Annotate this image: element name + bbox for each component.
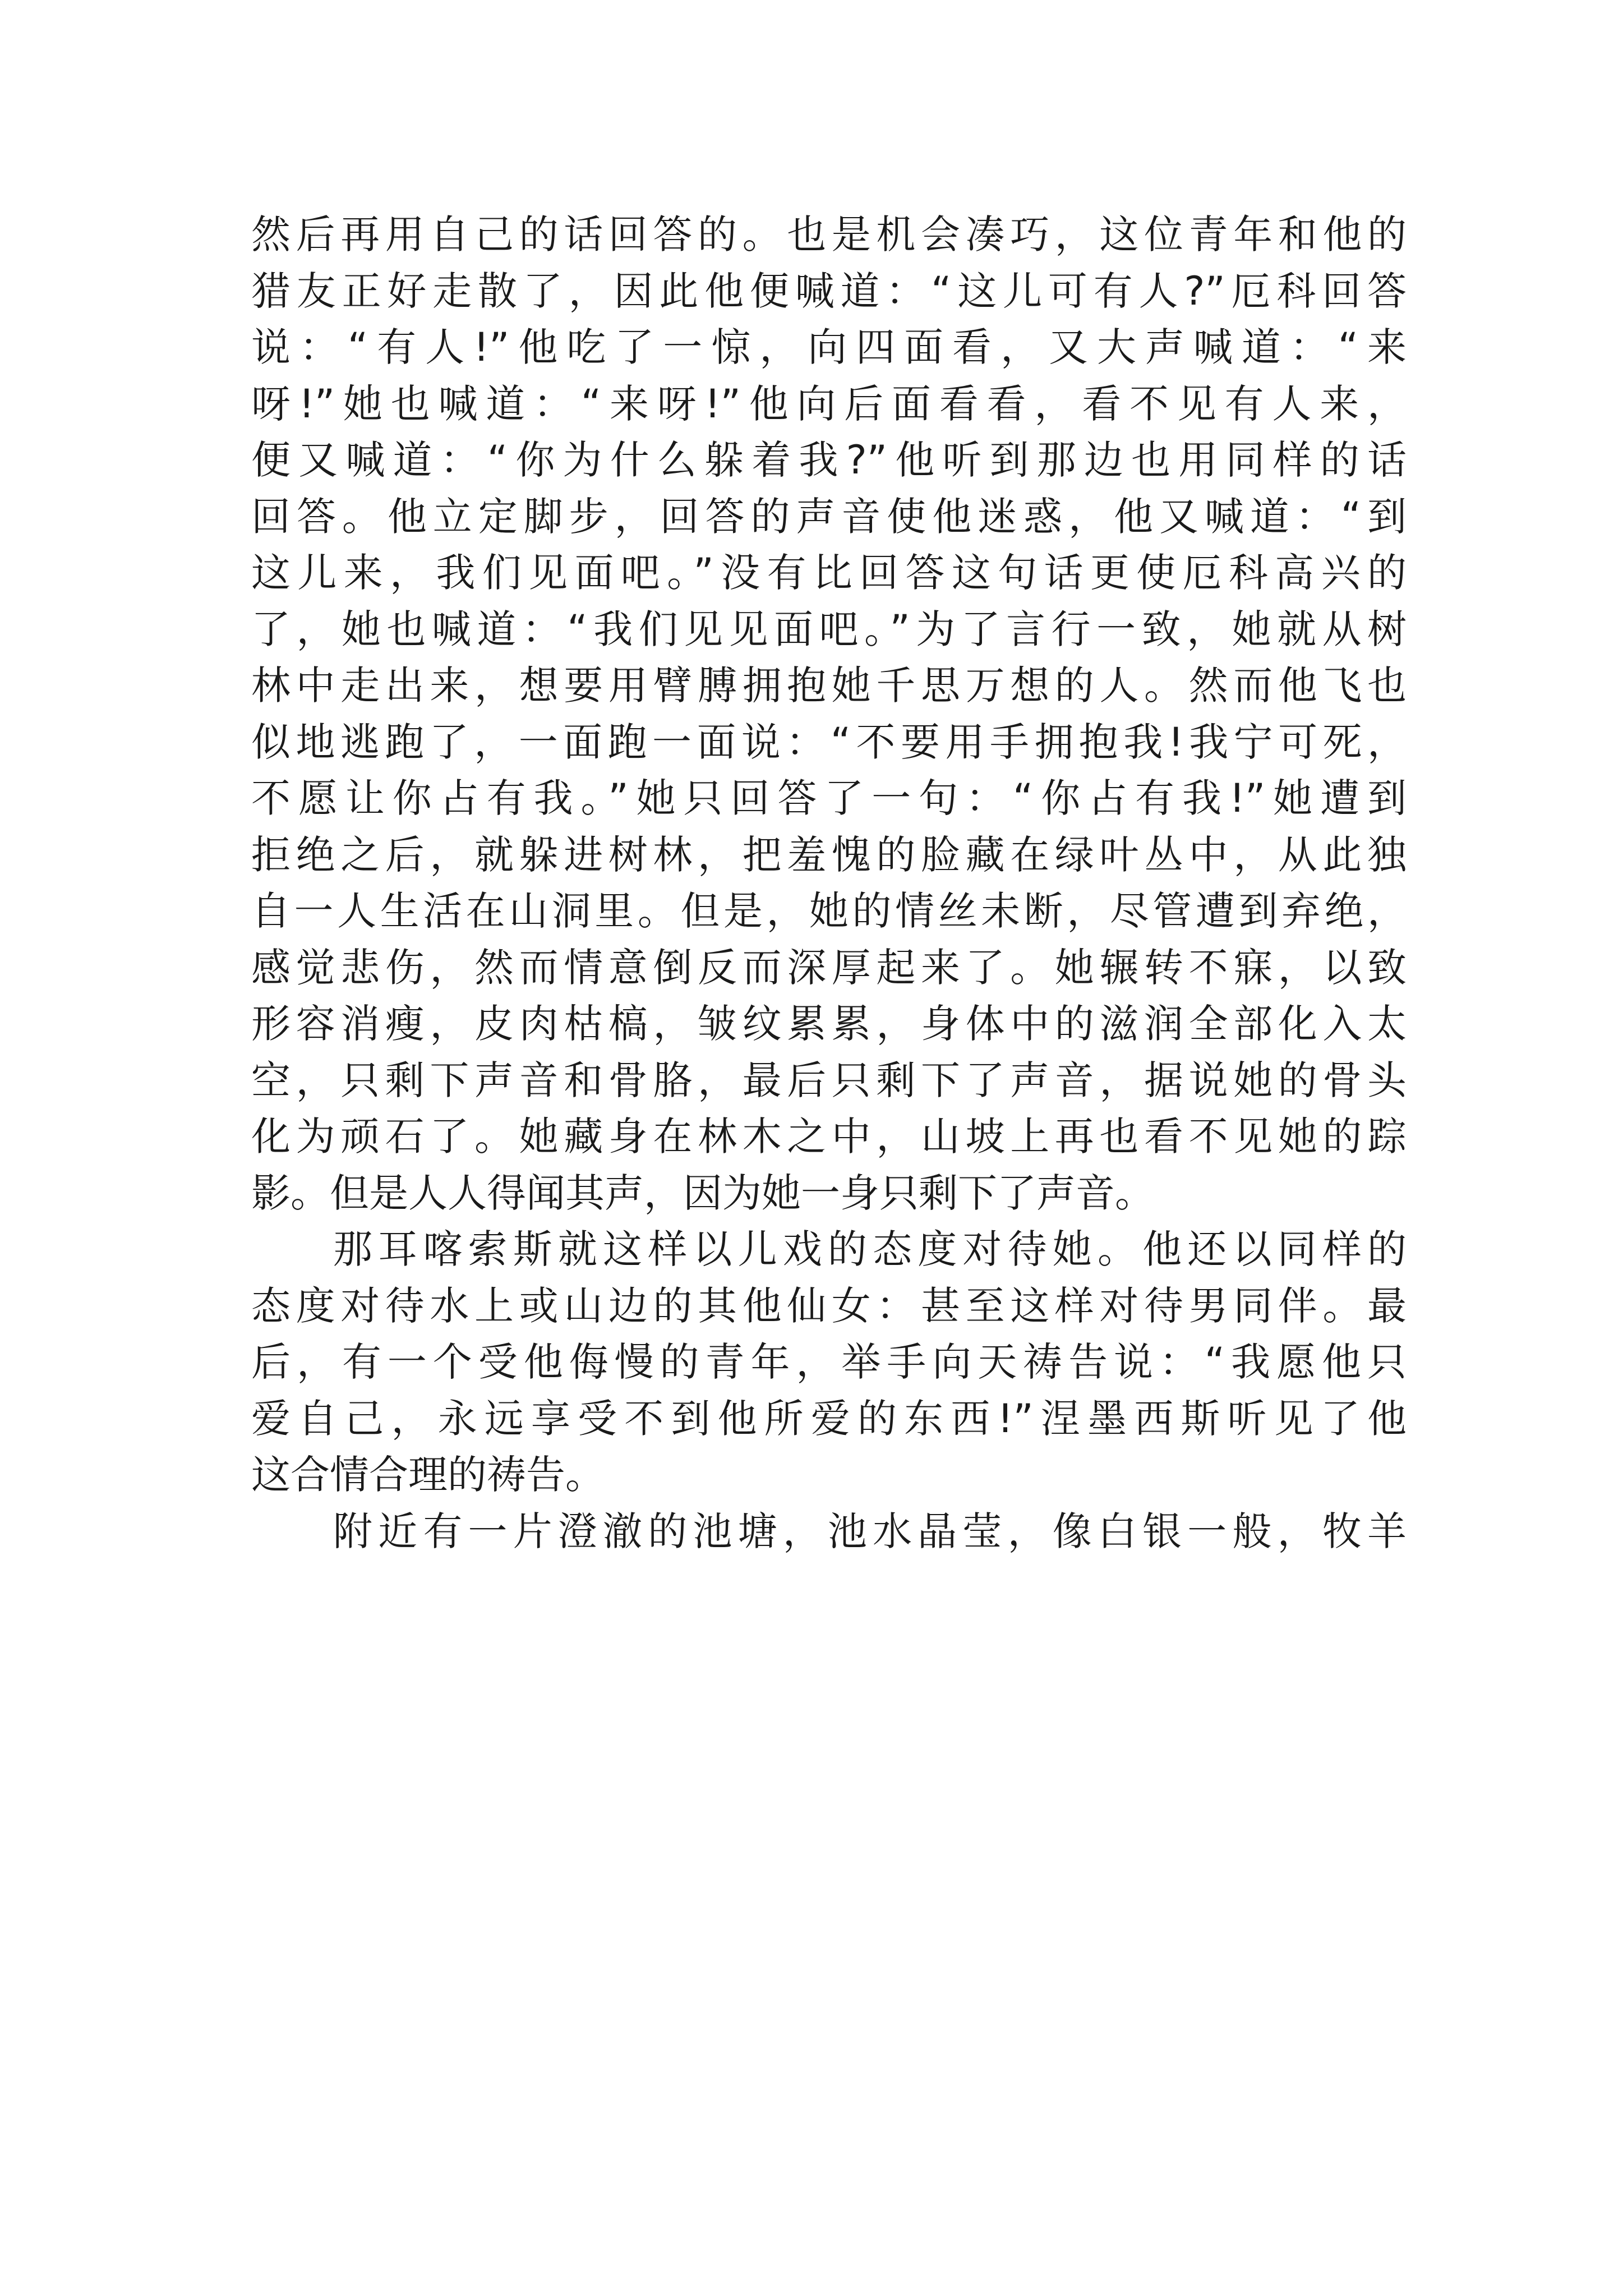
text-line: 林中走出来，想要用臂膊拥抱她千思万想的人。然而他飞也: [251, 662, 1407, 708]
text-line: 说：“有人!”他吃了一惊，向四面看，又大声喊道：“来: [251, 324, 1407, 370]
text-line: 这儿来，我们见面吧。”没有比回答这句话更使厄科高兴的: [251, 550, 1407, 596]
paragraph: [251, 206, 1407, 1221]
text-line: 形容消瘦，皮肉枯槁，皱纹累累，身体中的滋润全部化入太: [251, 1001, 1407, 1047]
text-line: 然后再用自己的话回答的。也是机会凑巧，这位青年和他的: [251, 211, 1407, 257]
text-line: 后，有一个受他侮慢的青年，举手向天祷告说：“我愿他只: [251, 1339, 1407, 1385]
text-line: 那耳喀索斯就这样以儿戏的态度对待她。他还以同样的: [333, 1226, 1407, 1272]
body-text: [251, 206, 1407, 1559]
paragraph: [251, 1221, 1407, 1503]
text-line: 态度对待水上或山边的其他仙女：甚至这样对待男同伴。最: [251, 1282, 1407, 1329]
text-line: 猎友正好走散了，因此他便喊道：“这儿可有人?”厄科回答: [251, 268, 1407, 314]
text-line: 化为顽石了。她藏身在林木之中，山坡上再也看不见她的踪: [251, 1114, 1407, 1159]
text-line: 拒绝之后，就躲进树林，把羞愧的脸藏在绿叶丛中，从此独: [251, 831, 1407, 878]
text-line: 呀!”她也喊道：“来呀!”他向后面看看，看不见有人来，: [251, 380, 1407, 427]
text-line: 似地逃跑了，一面跑一面说：“不要用手拥抱我!我宁可死，: [251, 719, 1407, 765]
text-line: 空，只剩下声音和骨胳，最后只剩下了声音，据说她的骨头: [251, 1057, 1407, 1103]
text-line: 便又喊道：“你为什么躲着我?”他听到那边也用同样的话: [251, 437, 1407, 483]
text-line: 自一人生活在山洞里。但是，她的情丝未断，尽管遭到弃绝，: [251, 888, 1407, 934]
text-line: 附近有一片澄澈的池塘，池水晶莹，像白银一般，牧羊: [333, 1508, 1407, 1554]
text-line: 了，她也喊道：“我们见见面吧。”为了言行一致，她就从树: [251, 606, 1407, 652]
paragraph: [251, 1503, 1407, 1560]
text-line: 这合情合理的祷告。: [251, 1452, 605, 1498]
text-line: 影。但是人人得闻其声，因为她一身只剩下了声音。: [251, 1170, 1154, 1216]
text-line: 回答。他立定脚步，回答的声音使他迷惑，他又喊道：“到: [251, 493, 1407, 540]
text-line: 感觉悲伤，然而情意倒反而深厚起来了。她辗转不寐，以致: [251, 944, 1407, 991]
text-line: 爱自己，永远享受不到他所爱的东西!”涅墨西斯听见了他: [251, 1395, 1407, 1442]
text-line: 不愿让你占有我。”她只回答了一句：“你占有我!”她遭到: [251, 775, 1407, 821]
